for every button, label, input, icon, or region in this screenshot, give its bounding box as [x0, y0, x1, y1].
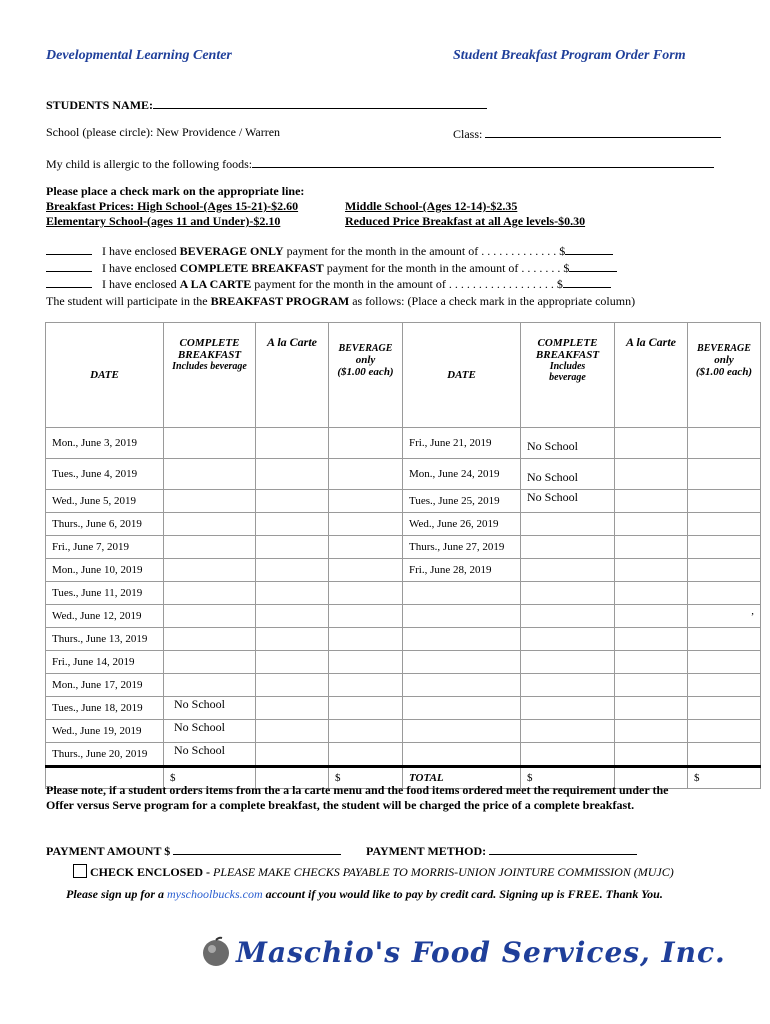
- date-cell: Mon., June 24, 2019: [403, 459, 521, 490]
- table-row: [46, 743, 761, 767]
- school-title: Developmental Learning Center: [46, 48, 232, 63]
- beverage-cell[interactable]: [329, 459, 403, 490]
- table-row: [46, 428, 761, 459]
- beverage-cell[interactable]: [329, 490, 403, 513]
- complete-cell[interactable]: [164, 628, 256, 651]
- form-title: Student Breakfast Program Order Form: [453, 48, 686, 63]
- table-row: [46, 628, 761, 651]
- date-cell: Fri., June 21, 2019: [403, 428, 521, 459]
- payment-line-beverage: I have enclosed BEVERAGE ONLY payment for the month in the amount of . . . . . . . . . . . . . $: [46, 244, 613, 259]
- header-complete-2: COMPLETE BREAKFAST Includes beverage: [521, 323, 615, 428]
- complete-cell[interactable]: [164, 605, 256, 628]
- date-cell: Wed., June 19, 2019: [46, 720, 164, 743]
- total-complete-2[interactable]: $: [521, 767, 615, 789]
- allergy-label: My child is allergic to the following foods:: [46, 157, 253, 171]
- stray-mark: ,: [688, 605, 761, 628]
- price-elementary: Elementary School-(ages 11 and Under)-$2.10: [46, 214, 281, 228]
- complete-cell[interactable]: [521, 513, 615, 536]
- beverage-cell[interactable]: [329, 651, 403, 674]
- date-cell: Tues., June 4, 2019: [46, 459, 164, 490]
- complete-cell[interactable]: [521, 536, 615, 559]
- table-row: [46, 651, 761, 674]
- class-label: Class:: [453, 127, 483, 141]
- check-enclosed-label: CHECK ENCLOSED -: [90, 865, 214, 879]
- beverage-cell[interactable]: [688, 559, 761, 582]
- beverage-cell[interactable]: [688, 536, 761, 559]
- price-instruction: Please place a check mark on the appropriate line:: [46, 184, 305, 198]
- complete-cell[interactable]: [164, 459, 256, 490]
- beverage-cell[interactable]: [329, 582, 403, 605]
- payment-method-row: [366, 842, 637, 859]
- table-header: [46, 323, 761, 428]
- class-row: [453, 125, 721, 142]
- order-table: [45, 322, 761, 789]
- date-cell: Thurs., June 20, 2019: [46, 743, 164, 767]
- date-cell: Fri., June 14, 2019: [46, 651, 164, 674]
- alacarte-cell[interactable]: [256, 536, 329, 559]
- complete-cell[interactable]: [164, 559, 256, 582]
- alacarte-cell: [615, 459, 688, 490]
- payment-line-complete: I have enclosed COMPLETE BREAKFAST payment for the month in the amount of . . . . . . . $: [46, 261, 617, 276]
- date-cell: Wed., June 5, 2019: [46, 490, 164, 513]
- header-complete: COMPLETE BREAKFAST Includes beverage: [164, 323, 256, 428]
- complete-cell[interactable]: [164, 513, 256, 536]
- date-cell: Thurs., June 13, 2019: [46, 628, 164, 651]
- alacarte-cell[interactable]: [256, 459, 329, 490]
- date-cell: Tues., June 25, 2019: [403, 490, 521, 513]
- beverage-cell: [688, 459, 761, 490]
- alacarte-cell[interactable]: [256, 428, 329, 459]
- header-beverage-2: BEVERAGE only ($1.00 each): [688, 323, 761, 428]
- apple-icon: [200, 936, 232, 968]
- beverage-cell[interactable]: [329, 605, 403, 628]
- price-middle-school: Middle School-(Ages 12-14)-$2.35: [345, 199, 518, 213]
- total-label: TOTAL: [403, 767, 521, 789]
- date-cell: Wed., June 12, 2019: [46, 605, 164, 628]
- beverage-cell: [688, 490, 761, 513]
- school-label: School (please circle): New Providence / Warren: [46, 125, 281, 139]
- date-cell: Mon., June 17, 2019: [46, 674, 164, 697]
- complete-cell[interactable]: [164, 674, 256, 697]
- alacarte-cell[interactable]: [256, 490, 329, 513]
- total-beverage[interactable]: $: [329, 767, 403, 789]
- no-school-cell: No School: [521, 490, 615, 513]
- date-cell: Wed., June 26, 2019: [403, 513, 521, 536]
- check-line[interactable]: [46, 277, 92, 288]
- date-cell: Thurs., June 6, 2019: [46, 513, 164, 536]
- table-row: [46, 720, 761, 743]
- note-line-2: Offer versus Serve program for a complete breakfast, the student will be charged the price of a complete breakfast.: [46, 798, 635, 812]
- company-name: Maschio's Food Services, Inc.: [236, 935, 726, 969]
- allergy-field[interactable]: [252, 155, 714, 168]
- alacarte-cell[interactable]: [615, 559, 688, 582]
- beverage-cell[interactable]: [329, 559, 403, 582]
- signup-row: Please sign up for a myschoolbucks.com account if you would like to pay by credit card. Signing up is FREE. Thank You.: [66, 887, 663, 901]
- header-alacarte: A la Carte: [256, 323, 329, 428]
- alacarte-cell: [615, 490, 688, 513]
- no-school-cell: No School: [521, 459, 615, 490]
- beverage-cell[interactable]: [329, 674, 403, 697]
- amount-line[interactable]: [569, 261, 617, 272]
- student-name-label: STUDENTS NAME:: [46, 98, 154, 112]
- alacarte-cell[interactable]: [256, 559, 329, 582]
- table-row: [46, 490, 761, 513]
- price-reduced: Reduced Price Breakfast at all Age levels-$0.30: [345, 214, 586, 228]
- complete-cell[interactable]: [164, 428, 256, 459]
- date-cell: Fri., June 7, 2019: [46, 536, 164, 559]
- check-enclosed-checkbox[interactable]: [73, 864, 87, 878]
- myschoolbucks-link[interactable]: myschoolbucks.com: [167, 887, 263, 901]
- alacarte-cell[interactable]: [256, 674, 329, 697]
- table-row: [46, 559, 761, 582]
- beverage-cell[interactable]: [329, 428, 403, 459]
- alacarte-cell[interactable]: [256, 582, 329, 605]
- alacarte-cell[interactable]: [615, 536, 688, 559]
- header-beverage: BEVERAGE only ($1.00 each): [329, 323, 403, 428]
- table-row: [46, 513, 761, 536]
- date-cell: Fri., June 28, 2019: [403, 559, 521, 582]
- total-beverage-2[interactable]: $: [688, 767, 761, 789]
- complete-cell[interactable]: [164, 651, 256, 674]
- check-instruction: PLEASE MAKE CHECKS PAYABLE TO MORRIS-UNION JOINTURE COMMISSION (MUJC): [213, 865, 674, 879]
- note-line-1: Please note, if a student orders items from the a la carte menu and the food items ordered meet the requirement under the: [46, 783, 669, 797]
- participation-text: The student will participate in the BREAKFAST PROGRAM as follows: (Place a check mark in the appropriate column): [46, 294, 636, 308]
- beverage-cell[interactable]: [688, 513, 761, 536]
- total-complete[interactable]: $: [164, 767, 256, 789]
- complete-cell[interactable]: [164, 536, 256, 559]
- complete-cell[interactable]: [164, 490, 256, 513]
- alacarte-cell[interactable]: [256, 513, 329, 536]
- check-line[interactable]: [46, 261, 92, 272]
- alacarte-cell: [615, 428, 688, 459]
- complete-cell[interactable]: [164, 582, 256, 605]
- student-name-field[interactable]: [153, 96, 487, 109]
- table-row: [46, 605, 761, 628]
- table-row: [46, 697, 761, 720]
- date-cell: Thurs., June 27, 2019: [403, 536, 521, 559]
- payment-method-field[interactable]: [489, 842, 637, 855]
- payment-amount-label: PAYMENT AMOUNT $: [46, 844, 171, 858]
- no-school-cell: No School: [164, 697, 256, 720]
- amount-line[interactable]: [565, 244, 613, 255]
- payment-line-alacarte: I have enclosed A LA CARTE payment for the month in the amount of . . . . . . . . . . . . . . . . . . $: [46, 277, 611, 292]
- allergy-row: [46, 155, 714, 172]
- no-school-cell: No School: [164, 743, 256, 767]
- date-cell: Tues., June 11, 2019: [46, 582, 164, 605]
- date-cell: Tues., June 18, 2019: [46, 697, 164, 720]
- beverage-cell: [688, 428, 761, 459]
- alacarte-cell[interactable]: [256, 651, 329, 674]
- no-school-cell: No School: [521, 428, 615, 459]
- alacarte-cell[interactable]: [615, 513, 688, 536]
- no-school-cell: No School: [164, 720, 256, 743]
- class-field[interactable]: [485, 125, 721, 138]
- header-date: DATE: [46, 323, 164, 428]
- header-alacarte-2: A la Carte: [615, 323, 688, 428]
- price-high-school: Breakfast Prices: High School-(Ages 15-21)-$2.60: [46, 199, 299, 213]
- student-name-row: [46, 96, 487, 113]
- table-row: [46, 536, 761, 559]
- table-row: [46, 459, 761, 490]
- check-line[interactable]: [46, 244, 92, 255]
- complete-cell[interactable]: [521, 559, 615, 582]
- beverage-cell[interactable]: [329, 513, 403, 536]
- company-logo: [200, 930, 726, 974]
- header-date-2: DATE: [403, 323, 521, 428]
- date-cell: Mon., June 10, 2019: [46, 559, 164, 582]
- payment-method-label: PAYMENT METHOD:: [366, 844, 487, 858]
- amount-line[interactable]: [563, 277, 611, 288]
- alacarte-cell[interactable]: [256, 605, 329, 628]
- alacarte-cell[interactable]: [256, 628, 329, 651]
- check-enclosed-row: [73, 864, 674, 880]
- table-row: [46, 582, 761, 605]
- payment-amount-row: [46, 842, 341, 859]
- table-row: [46, 674, 761, 697]
- beverage-cell[interactable]: [329, 536, 403, 559]
- date-cell: Mon., June 3, 2019: [46, 428, 164, 459]
- beverage-cell[interactable]: [329, 628, 403, 651]
- payment-amount-field[interactable]: [173, 842, 341, 855]
